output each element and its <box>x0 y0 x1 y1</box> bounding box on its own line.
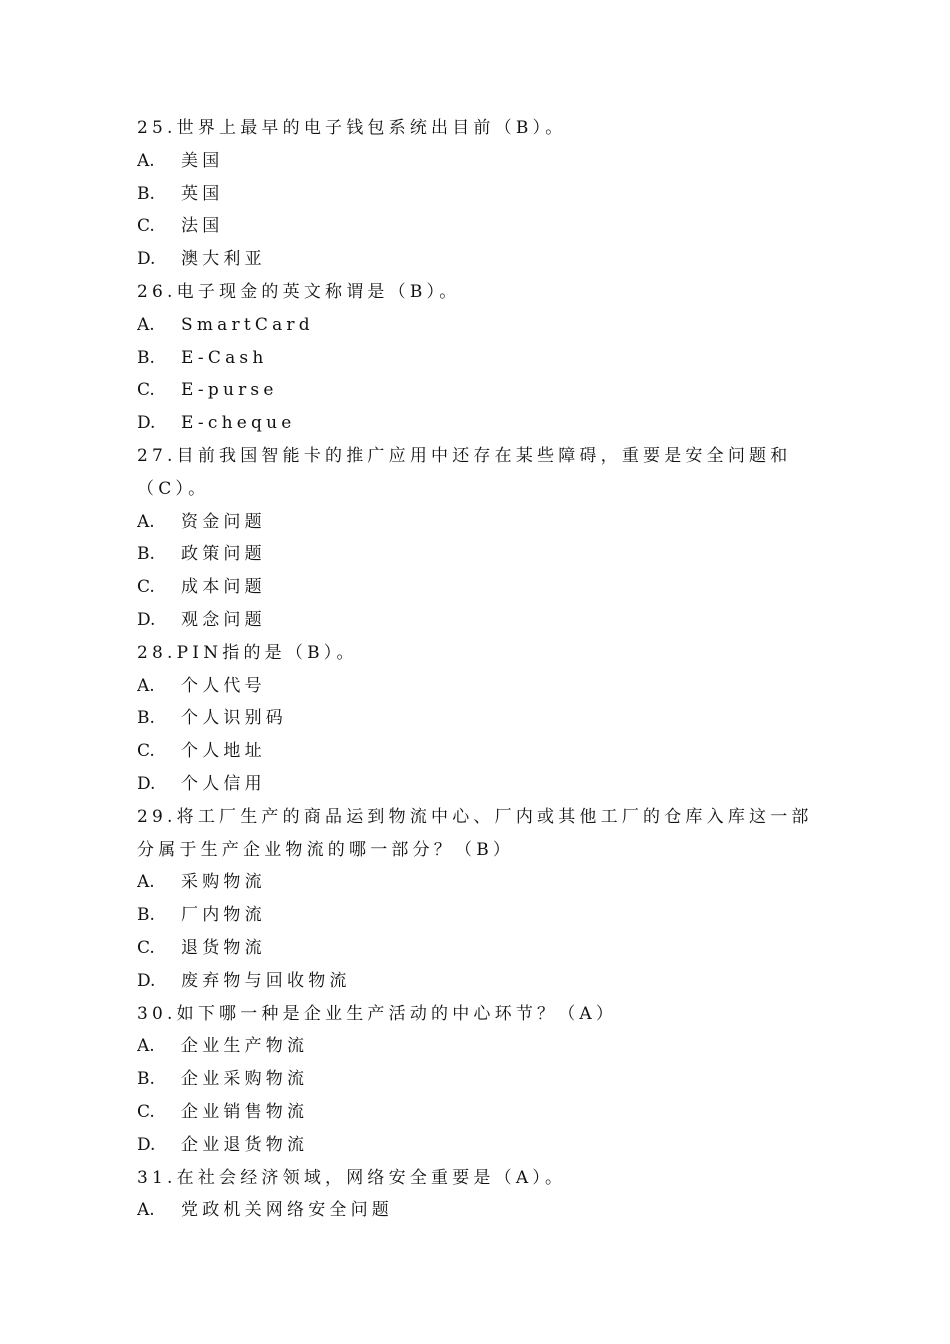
option-row <box>137 1194 837 1227</box>
option-text: 厂内物流 <box>181 905 266 926</box>
option-text: 政策问题 <box>181 544 266 565</box>
option-letter: A. <box>137 1036 155 1057</box>
option-letter: C. <box>137 1101 155 1122</box>
option-text: 企业退货物流 <box>181 1134 309 1155</box>
option-row <box>137 538 837 571</box>
option-text: 企业生产物流 <box>181 1036 309 1057</box>
option-letter: D. <box>137 970 156 991</box>
option-text: 个人代号 <box>181 675 266 696</box>
option-letter: A. <box>137 511 155 532</box>
question-stem: 29.将工厂生产的商品运到物流中心、厂内或其他工厂的仓库入库这一部 <box>137 806 813 827</box>
question-stem: 25.世界上最早的电子钱包系统出目前（B）。 <box>137 118 567 138</box>
document-page <box>137 112 837 1227</box>
option-row <box>137 210 837 243</box>
question-stem: 27.目前我国智能卡的推广应用中还存在某些障碍，重要是安全问题和 <box>137 445 792 466</box>
option-letter: A. <box>137 1200 155 1221</box>
option-text: 企业销售物流 <box>181 1101 309 1122</box>
option-row <box>137 1129 837 1162</box>
option-row <box>137 571 837 604</box>
option-letter: C. <box>137 216 155 237</box>
option-text: 资金问题 <box>181 511 266 532</box>
question-stem: 30.如下哪一种是企业生产活动的中心环节？（A） <box>137 1003 618 1024</box>
option-text: 企业采购物流 <box>181 1069 309 1090</box>
option-letter: D. <box>137 1134 156 1155</box>
option-row <box>137 342 837 375</box>
option-letter: A. <box>137 675 155 696</box>
option-text: 美国 <box>181 150 224 171</box>
option-letter: A. <box>137 314 155 335</box>
option-row <box>137 243 837 276</box>
option-letter: D. <box>137 249 156 270</box>
option-text: SmartCard <box>181 314 314 335</box>
option-text: E-cheque <box>181 413 296 434</box>
option-letter: C. <box>137 380 155 401</box>
option-row <box>137 702 837 735</box>
option-text: 党政机关网络安全问题 <box>181 1200 393 1221</box>
option-letter: D. <box>137 773 156 794</box>
question-stem: 28.PIN指的是（B）。 <box>137 642 358 663</box>
option-letter: D. <box>137 413 156 434</box>
option-letter: D. <box>137 609 156 630</box>
question-stem-continued: 分属于生产企业物流的哪一部分？（B） <box>137 839 515 860</box>
option-text: 退货物流 <box>181 937 266 958</box>
option-row <box>137 670 837 703</box>
option-row <box>137 604 837 637</box>
option-letter: B. <box>137 347 155 368</box>
option-row <box>137 866 837 899</box>
option-row <box>137 374 837 407</box>
option-row <box>137 735 837 768</box>
option-text: E-purse <box>181 380 278 401</box>
option-row <box>137 965 837 998</box>
option-row <box>137 1063 837 1096</box>
option-row <box>137 932 837 965</box>
option-row <box>137 309 837 342</box>
option-letter: B. <box>137 905 155 926</box>
option-letter: C. <box>137 577 155 598</box>
option-letter: A. <box>137 872 155 893</box>
option-row <box>137 1096 837 1129</box>
option-text: 法国 <box>181 216 224 237</box>
question-stem: 26.电子现金的英文称谓是（B）。 <box>137 281 461 302</box>
option-row <box>137 178 837 211</box>
option-letter: B. <box>137 1069 155 1090</box>
option-text: 澳大利亚 <box>181 249 266 270</box>
option-letter: A. <box>137 150 155 171</box>
option-letter: B. <box>137 544 155 565</box>
option-text: 成本问题 <box>181 577 266 598</box>
option-text: 个人地址 <box>181 741 266 762</box>
option-letter: C. <box>137 937 155 958</box>
option-text: 英国 <box>181 183 224 204</box>
option-row <box>137 1030 837 1063</box>
option-row <box>137 768 837 801</box>
option-row <box>137 145 837 178</box>
question-stem: 31.在社会经济领域，网络安全重要是（A）。 <box>137 1167 567 1188</box>
question-stem-continued: （C）。 <box>137 478 210 499</box>
option-text: 废弃物与回收物流 <box>181 970 351 991</box>
option-letter: B. <box>137 708 155 729</box>
option-text: 个人信用 <box>181 773 266 794</box>
option-text: 观念问题 <box>181 609 266 630</box>
option-letter: B. <box>137 183 155 204</box>
option-text: E-Cash <box>181 347 268 368</box>
option-row <box>137 899 837 932</box>
option-text: 个人识别码 <box>181 708 287 729</box>
option-text: 采购物流 <box>181 872 266 893</box>
option-letter: C. <box>137 741 155 762</box>
option-row <box>137 407 837 440</box>
option-row <box>137 506 837 539</box>
